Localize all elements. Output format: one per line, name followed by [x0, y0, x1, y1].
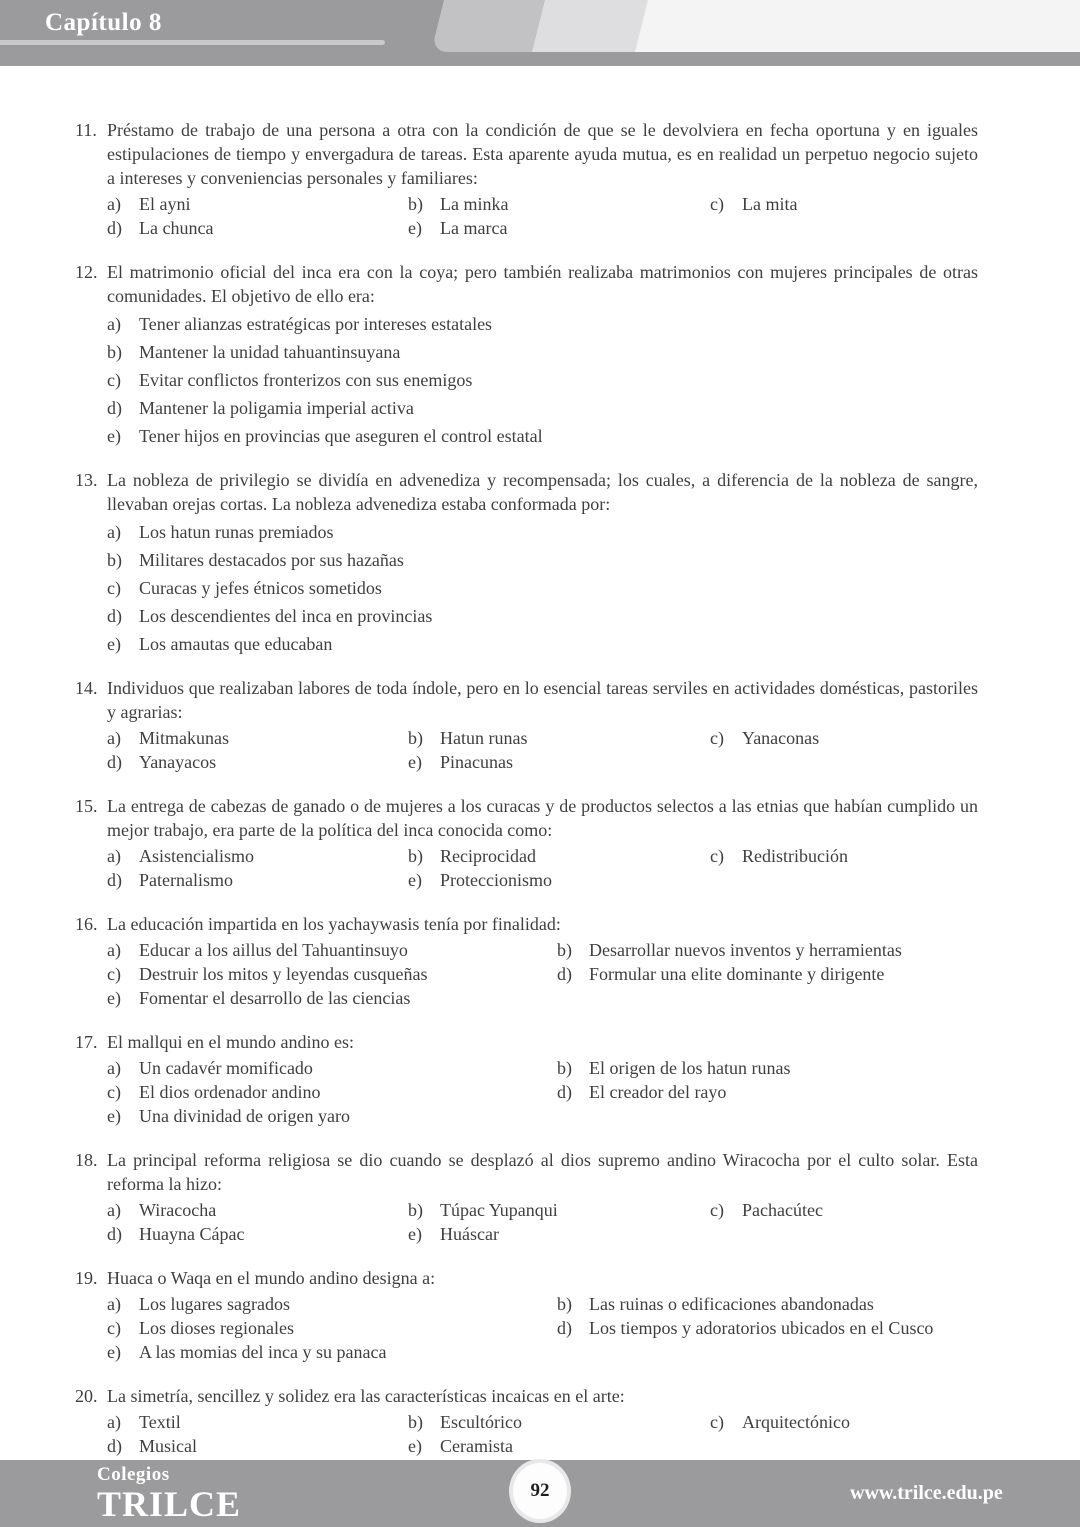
- page-number-badge: [513, 1463, 567, 1519]
- page-number: 92: [530, 1480, 550, 1501]
- option-letter: d): [557, 1082, 572, 1102]
- option-label: El creador del rayo: [589, 1082, 727, 1102]
- option-label: La mita: [742, 194, 798, 214]
- option-item: [107, 750, 408, 774]
- question-body: [107, 676, 978, 774]
- option-item: [408, 750, 710, 774]
- question-body: [107, 260, 978, 448]
- option-item: [107, 868, 408, 892]
- option-letter: d): [107, 218, 122, 238]
- option-label: Destruir los mitos y leyendas cusqueñas: [139, 964, 428, 984]
- question-number: 18.: [75, 1150, 98, 1170]
- question-text: La entrega de cabezas de ganado o de mujeres a los curacas y de productos selectos a las etnias que habían cumplido un mejor trabajo, era parte de la política del inca conocida como:: [107, 796, 978, 840]
- option-letter: e): [408, 870, 422, 890]
- option-label: Las ruinas o edificaciones abandonadas: [589, 1294, 874, 1314]
- option-item: [107, 1104, 557, 1128]
- option-label: La chunca: [139, 218, 214, 238]
- option-label: Ceramista: [440, 1436, 513, 1456]
- option-letter: a): [107, 1058, 121, 1078]
- question-item: [75, 794, 978, 892]
- brand-logo-name: TRILCE: [97, 1484, 242, 1524]
- question-options: [107, 192, 978, 240]
- brand-logo-top: Colegios: [97, 1464, 170, 1485]
- option-letter: c): [107, 1082, 121, 1102]
- option-letter: b): [408, 846, 423, 866]
- question-item: [75, 1030, 978, 1128]
- option-item: [408, 192, 710, 216]
- option-letter: c): [710, 1200, 724, 1220]
- question-number: 11.: [75, 120, 97, 140]
- option-label: Educar a los aillus del Tahuantinsuyo: [139, 940, 408, 960]
- option-item: [408, 1222, 710, 1246]
- option-label: Mantener la unidad tahuantinsuyana: [139, 342, 401, 362]
- option-label: Escultórico: [440, 1412, 522, 1432]
- chapter-title: Capítulo 8: [45, 9, 162, 36]
- option-item: [408, 844, 710, 868]
- option-label: Formular una elite dominante y dirigente: [589, 964, 885, 984]
- option-letter: d): [107, 606, 122, 626]
- option-letter: a): [107, 314, 121, 334]
- option-label: Proteccionismo: [440, 870, 552, 890]
- website-url: www.trilce.edu.pe: [850, 1482, 1003, 1504]
- option-label: Pinacunas: [440, 752, 513, 772]
- question-body: [107, 1266, 978, 1364]
- option-letter: c): [710, 194, 724, 214]
- option-item: [107, 1292, 557, 1316]
- option-letter: a): [107, 522, 121, 542]
- option-item: [107, 192, 408, 216]
- option-label: Una divinidad de origen yaro: [139, 1106, 350, 1126]
- question-body: [107, 1030, 978, 1128]
- option-item: [107, 1198, 408, 1222]
- header-deco-stripe-3: [635, 0, 1080, 52]
- option-letter: b): [408, 728, 423, 748]
- option-item: [107, 986, 557, 1010]
- question-number: 15.: [75, 796, 98, 816]
- option-item: [107, 548, 978, 572]
- option-label: Túpac Yupanqui: [440, 1200, 558, 1220]
- question-text: Préstamo de trabajo de una persona a otra con la condición de que se le devolviera en fecha oportuna y en iguales estipulaciones de tiempo y envergadura de tareas. Esta aparente ayuda mutua, es en realidad un perpetuo negocio sujeto a intereses y conveniencias personales y familiares:: [107, 120, 978, 188]
- option-letter: e): [107, 426, 121, 446]
- option-label: Redistribución: [742, 846, 848, 866]
- option-item: [557, 1080, 978, 1104]
- option-letter: a): [107, 194, 121, 214]
- option-letter: e): [107, 988, 121, 1008]
- option-item: [408, 1434, 710, 1458]
- option-letter: c): [107, 578, 121, 598]
- option-item: [107, 1340, 557, 1364]
- option-letter: e): [408, 1224, 422, 1244]
- option-letter: c): [710, 846, 724, 866]
- option-label: Tener hijos en provincias que aseguren el control estatal: [139, 426, 543, 446]
- question-text: Huaca o Waqa en el mundo andino designa a:: [107, 1268, 436, 1288]
- brand-logo: [97, 1465, 241, 1522]
- option-item: [710, 726, 978, 750]
- option-label: Curacas y jefes étnicos sometidos: [139, 578, 382, 598]
- option-label: Fomentar el desarrollo de las ciencias: [139, 988, 411, 1008]
- option-item: [107, 844, 408, 868]
- question-text: El matrimonio oficial del inca era con la coya; pero también realizaba matrimonios con mujeres principales de otras comunidades. El objetivo de ello era:: [107, 262, 978, 306]
- option-letter: a): [107, 1200, 121, 1220]
- option-item: [710, 192, 978, 216]
- question-number: 20.: [75, 1386, 98, 1406]
- option-label: Mitmakunas: [139, 728, 229, 748]
- option-letter: a): [107, 1412, 121, 1432]
- option-item: [557, 1316, 978, 1340]
- option-label: Paternalismo: [139, 870, 233, 890]
- question-number: 17.: [75, 1032, 98, 1052]
- option-item: [107, 1056, 557, 1080]
- question-body: [107, 468, 978, 656]
- question-body: [107, 1148, 978, 1246]
- option-label: Wiracocha: [139, 1200, 217, 1220]
- question-item: [75, 1148, 978, 1246]
- option-letter: e): [107, 1106, 121, 1126]
- option-letter: d): [107, 1436, 122, 1456]
- option-label: Evitar conflictos fronterizos con sus enemigos: [139, 370, 473, 390]
- option-letter: b): [408, 194, 423, 214]
- option-item: [107, 604, 978, 628]
- option-item: [107, 962, 557, 986]
- option-label: Tener alianzas estratégicas por intereses estatales: [139, 314, 493, 334]
- option-letter: e): [107, 1342, 121, 1362]
- question-item: [75, 260, 978, 448]
- option-letter: e): [408, 752, 422, 772]
- option-letter: e): [408, 1436, 422, 1456]
- option-label: El dios ordenador andino: [139, 1082, 321, 1102]
- option-label: Pachacútec: [742, 1200, 823, 1220]
- option-item: [107, 396, 978, 420]
- question-text: La educación impartida en los yachaywasis tenía por finalidad:: [107, 914, 561, 934]
- question-number: 16.: [75, 914, 98, 934]
- option-item: [408, 868, 710, 892]
- option-label: Musical: [139, 1436, 197, 1456]
- option-label: Los hatun runas premiados: [139, 522, 334, 542]
- option-item: [107, 726, 408, 750]
- option-label: La minka: [440, 194, 509, 214]
- option-letter: a): [107, 728, 121, 748]
- option-item: [107, 1434, 408, 1458]
- question-options: [107, 312, 978, 448]
- question-number: 13.: [75, 470, 98, 490]
- option-letter: b): [408, 1412, 423, 1432]
- option-letter: b): [107, 550, 122, 570]
- option-label: Los amautas que educaban: [139, 634, 333, 654]
- option-item: [107, 1410, 408, 1434]
- option-letter: c): [710, 728, 724, 748]
- option-item: [107, 424, 978, 448]
- option-label: Asistencialismo: [139, 846, 254, 866]
- option-label: Los descendientes del inca en provincias: [139, 606, 433, 626]
- chapter-underline: [0, 40, 385, 45]
- option-item: [557, 938, 978, 962]
- option-item: [408, 1410, 710, 1434]
- option-item: [710, 1198, 978, 1222]
- option-label: A las momias del inca y su panaca: [139, 1342, 387, 1362]
- question-item: [75, 676, 978, 774]
- question-number: 14.: [75, 678, 98, 698]
- option-label: Huayna Cápac: [139, 1224, 245, 1244]
- option-label: El ayni: [139, 194, 191, 214]
- questions: [75, 118, 978, 1478]
- option-label: Los tiempos y adoratorios ubicados en el Cusco: [589, 1318, 934, 1338]
- option-item: [710, 1410, 978, 1434]
- option-letter: d): [107, 398, 122, 418]
- option-label: Hatun runas: [440, 728, 528, 748]
- question-body: [107, 912, 978, 1010]
- question-item: [75, 468, 978, 656]
- option-label: Reciprocidad: [440, 846, 536, 866]
- question-body: [107, 118, 978, 240]
- option-letter: c): [710, 1412, 724, 1432]
- question-text: La nobleza de privilegio se dividía en advenediza y recompensada; los cuales, a diferencia de la nobleza de sangre, llevaban orejas cortas. La nobleza advenediza estaba conformada por:: [107, 470, 978, 514]
- option-label: Arquitectónico: [742, 1412, 850, 1432]
- option-letter: e): [408, 218, 422, 238]
- option-letter: c): [107, 964, 121, 984]
- option-item: [107, 1316, 557, 1340]
- page-header: [0, 0, 1080, 66]
- option-item: [710, 844, 978, 868]
- page-footer: [0, 1460, 1080, 1527]
- option-item: [107, 312, 978, 336]
- option-letter: e): [107, 634, 121, 654]
- question-body: [107, 1384, 978, 1458]
- option-letter: a): [107, 846, 121, 866]
- option-item: [107, 216, 408, 240]
- option-label: Yanaconas: [742, 728, 820, 748]
- option-letter: b): [107, 342, 122, 362]
- question-number: 12.: [75, 262, 98, 282]
- option-label: Desarrollar nuevos inventos y herramientas: [589, 940, 902, 960]
- option-letter: d): [107, 752, 122, 772]
- option-item: [408, 216, 710, 240]
- question-options: [107, 1198, 978, 1246]
- option-letter: d): [557, 1318, 572, 1338]
- option-item: [557, 1292, 978, 1316]
- option-label: Mantener la poligamia imperial activa: [139, 398, 414, 418]
- question-text: La principal reforma religiosa se dio cuando se desplazó al dios supremo andino Wiracocha por el culto solar. Esta reforma la hizo:: [107, 1150, 978, 1194]
- option-letter: c): [107, 1318, 121, 1338]
- question-body: [107, 794, 978, 892]
- question-text: Individuos que realizaban labores de toda índole, pero en lo esencial tareas serviles en actividades domésticas, pastoriles y agrarias:: [107, 678, 978, 722]
- option-label: Textil: [139, 1412, 181, 1432]
- option-letter: a): [107, 940, 121, 960]
- option-letter: b): [557, 1294, 572, 1314]
- question-options: [107, 520, 978, 656]
- option-item: [107, 368, 978, 392]
- option-item: [107, 1222, 408, 1246]
- question-options: [107, 1410, 978, 1458]
- option-letter: a): [107, 1294, 121, 1314]
- option-label: Huáscar: [440, 1224, 499, 1244]
- option-letter: b): [408, 1200, 423, 1220]
- option-item: [557, 962, 978, 986]
- option-label: Los lugares sagrados: [139, 1294, 290, 1314]
- option-item: [557, 1056, 978, 1080]
- option-label: La marca: [440, 218, 508, 238]
- option-item: [107, 340, 978, 364]
- question-number: 19.: [75, 1268, 98, 1288]
- option-label: Un cadavér momificado: [139, 1058, 313, 1078]
- option-letter: c): [107, 370, 121, 390]
- option-label: El origen de los hatun runas: [589, 1058, 791, 1078]
- option-item: [408, 1198, 710, 1222]
- option-letter: d): [557, 964, 572, 984]
- question-options: [107, 726, 978, 774]
- question-item: [75, 118, 978, 240]
- option-letter: b): [557, 940, 572, 960]
- option-label: Militares destacados por sus hazañas: [139, 550, 404, 570]
- option-letter: d): [107, 1224, 122, 1244]
- question-item: [75, 1266, 978, 1364]
- option-item: [107, 576, 978, 600]
- question-options: [107, 1056, 978, 1128]
- question-text: La simetría, sencillez y solidez era las características incaicas en el arte:: [107, 1386, 625, 1406]
- question-options: [107, 844, 978, 892]
- option-item: [107, 520, 978, 544]
- option-label: Yanayacos: [139, 752, 217, 772]
- option-item: [408, 726, 710, 750]
- question-text: El mallqui en el mundo andino es:: [107, 1032, 354, 1052]
- option-letter: d): [107, 870, 122, 890]
- option-item: [107, 632, 978, 656]
- option-letter: b): [557, 1058, 572, 1078]
- question-options: [107, 938, 978, 1010]
- option-item: [107, 1080, 557, 1104]
- option-item: [107, 938, 557, 962]
- question-item: [75, 1384, 978, 1458]
- question-options: [107, 1292, 978, 1364]
- option-label: Los dioses regionales: [139, 1318, 294, 1338]
- question-item: [75, 912, 978, 1010]
